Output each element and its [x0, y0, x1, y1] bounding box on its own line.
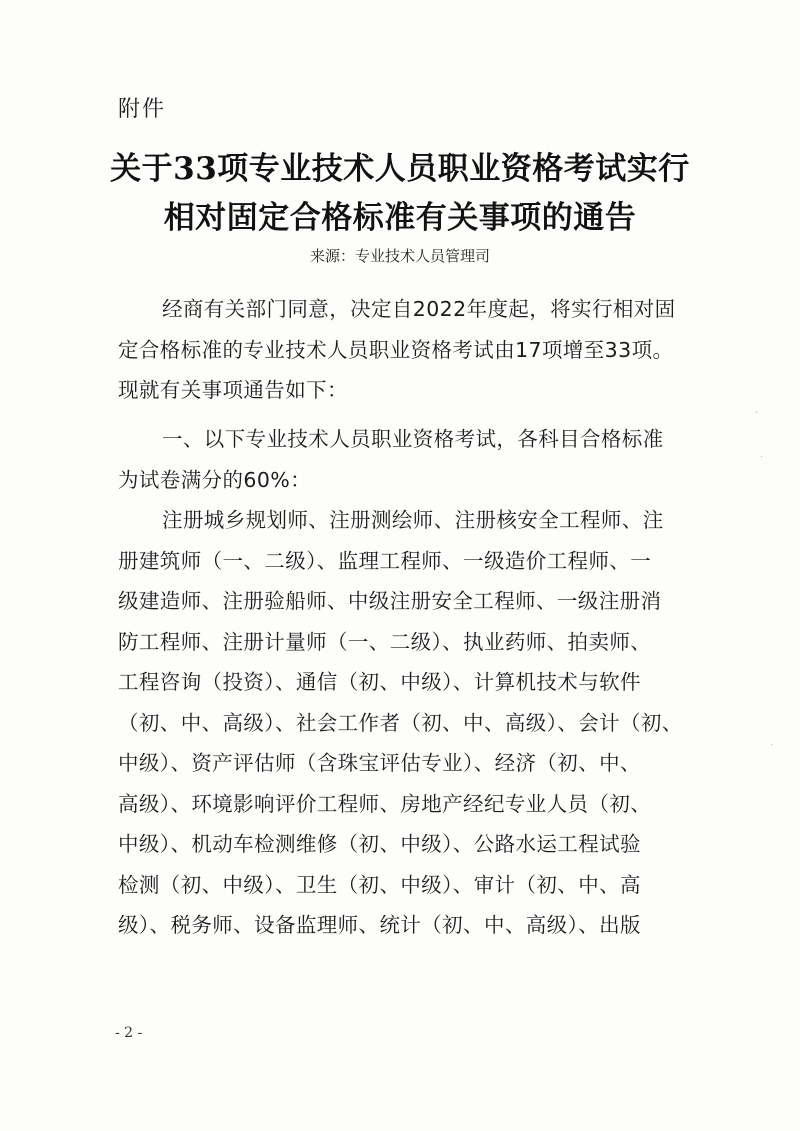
title-line-2: 相对固定合格标准有关事项的通告 [163, 200, 637, 236]
text-line: 册建筑师（一、二级）、监理工程师、一级造价工程师、一 [118, 548, 652, 573]
text-line: 一、以下专业技术人员职业资格考试，各科目合格标准 [162, 427, 664, 451]
text-line: 定合格标准的专业技术人员职业资格考试由17项增至33项。 [118, 337, 674, 362]
page-number: - 2 - [115, 1025, 143, 1041]
text-line: 为试卷满分的60%： [118, 467, 312, 492]
scan-speck: · [755, 408, 759, 419]
text-line: （初、中、高级）、社会工作者（初、中、高级）、会计（初、 [118, 710, 683, 735]
text-line: 中级）、机动车检测维修（初、中级）、公路水运工程试验 [118, 832, 641, 856]
text-line: 工程咨询（投资）、通信（初、中级）、计算机技术与软件 [118, 670, 641, 694]
text-line: 注册城乡规划师、注册测绘师、注册核安全工程师、注 [162, 508, 664, 532]
text-line: 防工程师、注册计量师（一、二级）、执业药师、拍卖师、 [118, 629, 652, 654]
paragraph-section-1 [118, 419, 690, 500]
attachment-label: 附件 [118, 97, 167, 122]
scan-speck: · [770, 740, 774, 751]
title-line-1: 关于33项专业技术人员职业资格考试实行 [110, 151, 690, 187]
text-line: 级）、税务师、设备监理师、统计（初、中、高级）、出版 [118, 913, 641, 937]
scan-speck: · [760, 452, 764, 463]
text-line: 中级）、资产评估师（含珠宝评估专业）、经济（初、中、 [118, 751, 641, 775]
text-line: 现就有关事项通告如下： [118, 378, 348, 402]
text-line: 经商有关部门同意，决定自2022年度起，将实行相对固 [162, 297, 676, 321]
paragraph-exam-list [118, 500, 690, 946]
text-line: 检测（初、中级）、卫生（初、中级）、审计（初、中、高 [118, 872, 641, 897]
source-line: 来源：专业技术人员管理司 [309, 247, 490, 265]
paragraph-intro [118, 289, 690, 411]
text-line: 级建造师、注册验船师、中级注册安全工程师、一级注册消 [118, 589, 662, 613]
text-line: 高级）、环境影响评价工程师、房地产经纪专业人员（初、 [118, 791, 652, 816]
